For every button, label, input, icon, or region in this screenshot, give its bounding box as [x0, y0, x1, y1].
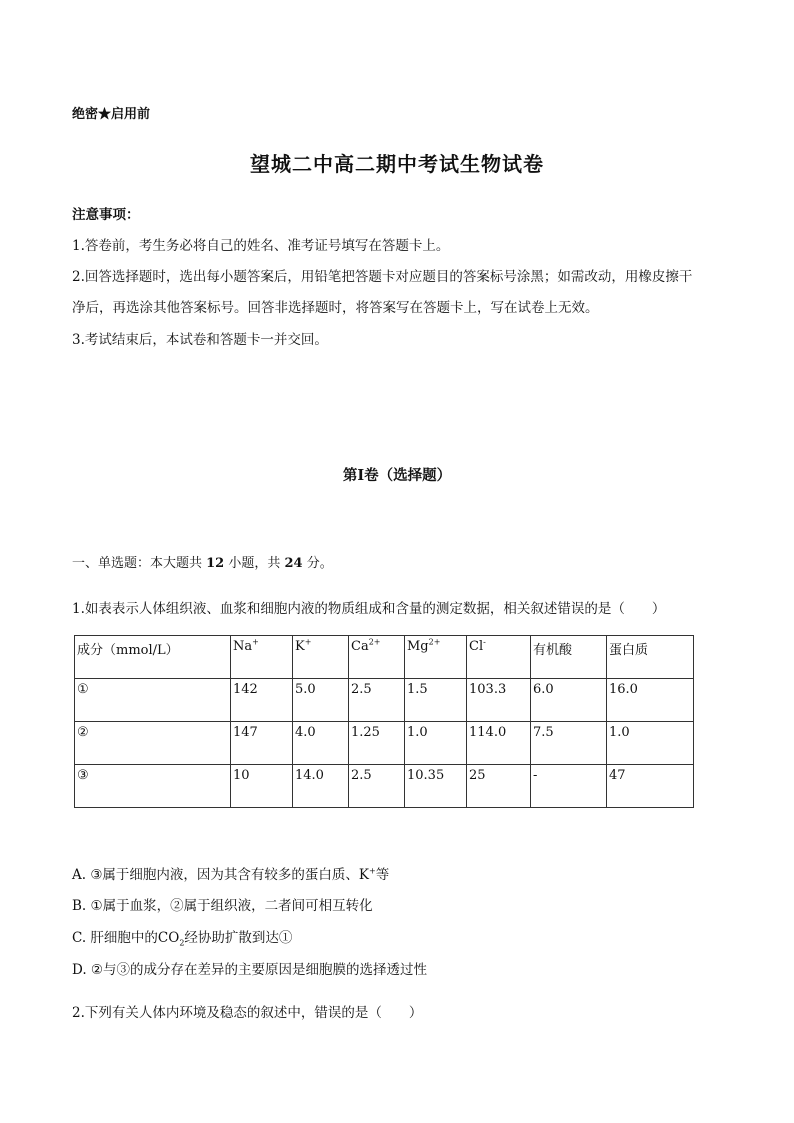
- table-row: [75, 722, 694, 765]
- table-cell: 5.0: [293, 679, 349, 722]
- header-k: K: [295, 639, 305, 654]
- header-na: Na: [233, 639, 253, 654]
- table-cell: 103.3: [467, 679, 531, 722]
- header-ca-charge: 2+: [368, 637, 381, 647]
- option-a: [72, 863, 389, 883]
- header-cell: [293, 636, 349, 679]
- table-cell: 14.0: [293, 765, 349, 808]
- table-cell: 6.0: [531, 679, 607, 722]
- header-cell: [467, 636, 531, 679]
- part-heading-prefix: 一、单选题：本大题共: [72, 556, 207, 571]
- header-ca: Ca: [351, 639, 369, 654]
- table-cell: 4.0: [293, 722, 349, 765]
- option-c-text: C. 肝细胞中的CO: [72, 930, 180, 946]
- header-na-charge: +: [252, 637, 259, 647]
- notice-item-2-cont: 净后，再选涂其他答案标号。回答非选择题时，将答案写在答题卡上，写在试卷上无效。: [72, 300, 599, 316]
- table-cell: 147: [231, 722, 293, 765]
- table-cell: ①: [75, 679, 231, 722]
- notice-heading: 注意事项：: [72, 207, 140, 223]
- table-row: [75, 679, 694, 722]
- header-cl: Cl: [469, 639, 484, 654]
- option-c-subscript: 2: [179, 938, 185, 948]
- composition-table: [74, 635, 694, 808]
- question-2-stem: 2.下列有关人体内环境及稳态的叙述中，错误的是（ ）: [72, 1005, 423, 1021]
- table-cell: 10.35: [405, 765, 467, 808]
- table-cell: ②: [75, 722, 231, 765]
- table-cell: 25: [467, 765, 531, 808]
- header-cell: 蛋白质: [607, 636, 694, 679]
- question-count: 12: [206, 556, 225, 571]
- option-b: B. ①属于血浆，②属于组织液，二者间可相互转化: [72, 898, 373, 914]
- table-cell: 2.5: [349, 765, 405, 808]
- header-cell: 成分（mmol/L）: [75, 636, 231, 679]
- header-cell: [349, 636, 405, 679]
- header-cell: [405, 636, 467, 679]
- table-cell: 47: [607, 765, 694, 808]
- table-cell: ③: [75, 765, 231, 808]
- option-c: [72, 926, 292, 946]
- table-cell: -: [531, 765, 607, 808]
- table-cell: 1.25: [349, 722, 405, 765]
- table-header-row: [75, 636, 694, 679]
- total-score: 24: [284, 556, 303, 571]
- table-cell: 7.5: [531, 722, 607, 765]
- section-title: 第I卷（选择题）: [342, 467, 452, 484]
- part-heading-mid: 小题，共: [224, 556, 285, 571]
- table-cell: 1.5: [405, 679, 467, 722]
- option-a-charge: +: [369, 866, 376, 876]
- part-heading-suffix: 分。: [302, 556, 333, 571]
- header-cell: 有机酸: [531, 636, 607, 679]
- option-d: D. ②与③的成分存在差异的主要原因是细胞膜的选择透过性: [72, 962, 428, 978]
- header-mg: Mg: [407, 639, 429, 654]
- part-heading: [72, 552, 333, 571]
- table-cell: 142: [231, 679, 293, 722]
- notice-item-1: 1.答卷前，考生务必将自己的姓名、准考证号填写在答题卡上。: [72, 238, 450, 254]
- header-cell: [231, 636, 293, 679]
- table-cell: 114.0: [467, 722, 531, 765]
- page-title: 望城二中高二期中考试生物试卷: [250, 152, 544, 176]
- notice-item-3: 3.考试结束后，本试卷和答题卡一并交回。: [72, 332, 328, 348]
- option-a-text: A. ③属于细胞内液，因为其含有较多的蛋白质、K: [72, 867, 370, 883]
- table-cell: 1.0: [405, 722, 467, 765]
- table-row: [75, 765, 694, 808]
- question-1-stem: 1.如表表示人体组织液、血浆和细胞内液的物质组成和含量的测定数据，相关叙述错误的是（ ）: [72, 601, 666, 617]
- option-a-suffix: 等: [375, 867, 390, 883]
- table-cell: 2.5: [349, 679, 405, 722]
- confidential-label: 绝密★启用前: [72, 107, 151, 122]
- table-cell: 16.0: [607, 679, 694, 722]
- header-cl-charge: -: [483, 637, 486, 647]
- option-c-suffix: 经协助扩散到达①: [184, 930, 293, 946]
- table-cell: 1.0: [607, 722, 694, 765]
- notice-item-2: 2.回答选择题时，选出每小题答案后，用铅笔把答题卡对应题目的答案标号涂黑；如需改动，用橡皮擦干: [72, 269, 693, 285]
- table-cell: 10: [231, 765, 293, 808]
- header-k-charge: +: [304, 637, 312, 647]
- header-mg-charge: 2+: [428, 637, 441, 647]
